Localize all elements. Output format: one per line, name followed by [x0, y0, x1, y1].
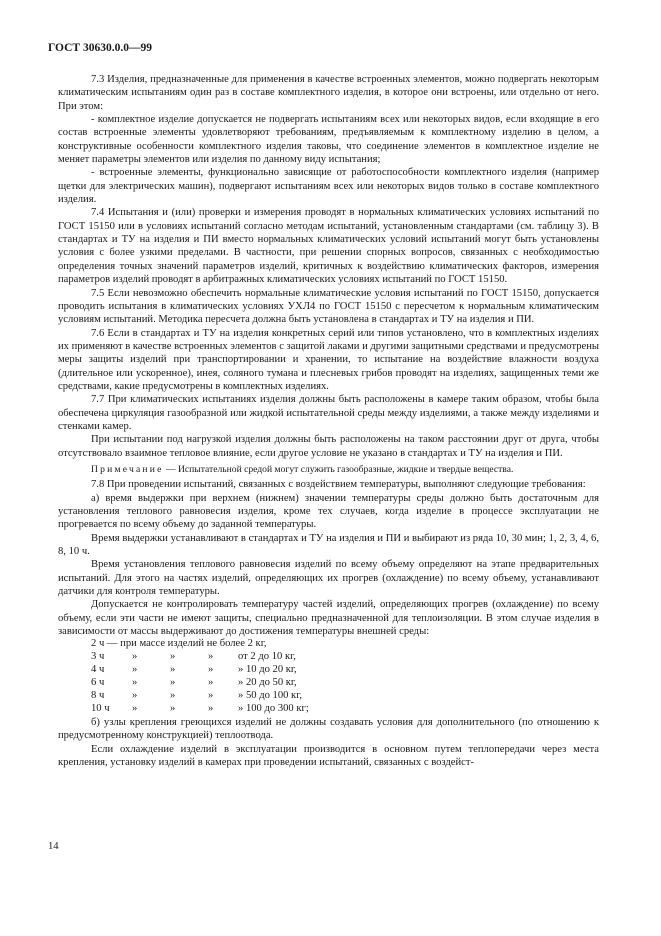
note	[58, 463, 599, 476]
mass-quote: »	[208, 677, 214, 689]
mass-quote: »	[132, 677, 138, 689]
mass-range: от 2 до 10 кг,	[238, 651, 296, 663]
paragraph-dash-1: - комплектное изделие допускается не подвергать испытаниям всех или некоторых видов, если входящие в его состав встроенные элементы удовлетворяют требованиям, предъявляемым к комплектному изделию в целом, а конструктивные особенности комплектного изделия таковы, что соединение элементов в комплектное изделие не меняет параметры элементов или изделия по данному виду испытания;	[58, 114, 599, 166]
mass-time: 6 ч	[91, 677, 105, 689]
paragraph-item-a: а) время выдержки при верхнем (нижнем) значении температуры среды должно быть достаточным для установления теплового равновесия изделия, кроме тех случаев, когда изделие в процессе эксплуатации не прогревается по всему объему до заданной температуры.	[58, 492, 599, 531]
mass-hold-table	[91, 638, 309, 715]
paragraph-7-6: 7.6 Если в стандартах и ТУ на изделия конкретных серий или типов установлено, что в комплектных изделиях их применяют в качестве встроенных элементов с защитой лаками и другими защитными средствами и предусмотрены меры защиты изделий при транспортировании и хранении, то испытание на воздействие влажности воздуха (длительное или ускоренное), инея, соляного тумана и плесневых грибов проводят на изделиях, защищенных теми же средствами, какие предусмотрены в комплектных изделиях.	[58, 327, 599, 392]
mass-row-first	[91, 638, 309, 651]
mass-quote: »	[132, 690, 138, 702]
mass-range: » 10 до 20 кг,	[238, 664, 297, 676]
mass-time: 8 ч	[91, 690, 105, 702]
mass-quote: »	[170, 664, 176, 676]
paragraph-cooling: Если охлаждение изделий в эксплуатации производится в основном путем теплопередачи через места крепления, установку изделий в камерах при проведении испытаний, связанных с воздейст-	[58, 743, 599, 768]
paragraph-7-3: 7.3 Изделия, предназначенные для применения в качестве встроенных элементов, можно подвергать некоторым климатическим испытаниям один раз в составе комплектного изделия, в которое они встроены, или отдельно от него. При этом:	[58, 74, 599, 112]
mass-quote: »	[170, 690, 176, 702]
mass-quote: »	[208, 664, 214, 676]
paragraph-load-test: При испытании под нагрузкой изделия должны быть расположены на таком расстоянии друг от друга, чтобы отсутствовало взаимное тепловое влияние, если другое условие не указано в стандартах и ТУ на изделия и ПИ.	[58, 434, 599, 459]
mass-row	[91, 677, 309, 690]
mass-quote: »	[132, 664, 138, 676]
mass-quote: »	[170, 677, 176, 689]
mass-range: » 20 до 50 кг,	[238, 677, 297, 689]
document-header: ГОСТ 30630.0.0—99	[48, 42, 152, 54]
mass-quote: »	[208, 690, 214, 702]
mass-row	[91, 664, 309, 677]
paragraph-hold-time: Время выдержки устанавливают в стандартах и ТУ на изделия и ПИ и выбирают из ряда 10, 30 мин; 1, 2, 3, 4, 6, 8, 10 ч.	[58, 532, 599, 558]
paragraph-dash-2: - встроенные элементы, функционально зависящие от работоспособности комплектного изделия (например щетки для электрических машин), подвергают испытаниям всех или некоторых видов только в составе комплектного изделия.	[58, 167, 599, 206]
mass-row	[91, 703, 309, 716]
mass-range: » 50 до 100 кг,	[238, 690, 303, 702]
document-body	[58, 73, 599, 769]
paragraph-equilibrium: Время установления теплового равновесия изделий по всему объему определяют на этапе предварительных испытаний. Для этого на частях изделий, определяющих их прогрев (охлаждение) по всему объему, устанавливают датчики для контроля температуры.	[58, 559, 599, 598]
mass-time: 3 ч	[91, 651, 105, 663]
paragraph-7-7: 7.7 При климатических испытаниях изделия должны быть расположены в камере таким образом, чтобы была обеспечена циркуляция газообразной или жидкой испытательной среды между изделиями, а также между изделиями и стенками камер.	[58, 394, 599, 432]
mass-quote: »	[132, 702, 138, 714]
mass-quote: »	[132, 651, 138, 663]
mass-time: 4 ч	[91, 664, 105, 676]
page-number: 14	[48, 841, 59, 852]
mass-quote: »	[170, 702, 176, 714]
paragraph-7-4: 7.4 Испытания и (или) проверки и измерения проводят в нормальных климатических условиях испытаний по ГОСТ 15150 или в условиях испытаний согласно методам испытаний, установленным стандартами (см. таблицу 3). В стандартах и ТУ на изделия и ПИ вместо нормальных климатических условий испытаний могут быть установлены условия с более узкими пределами. В частности, при решении спорных вопросов, связанных с необходимостью определения точных значений параметров изделий, критичных к воздействию климатических факторов, измерения параметров изделий проводят в арбитражных климатических условиях испытаний по ГОСТ 15150.	[58, 207, 599, 286]
paragraph-item-b: б) узлы крепления греющихся изделий не должны создавать условия для дополнительного (по отношению к предусмотренному конструкцией) теплоотвода.	[58, 716, 599, 742]
paragraph-7-5: 7.5 Если невозможно обеспечить нормальные климатические условия испытаний по ГОСТ 15150, допускается проводить испытания в климатических условиях УХЛ4 по ГОСТ 15150 с пересчетом к нормальным климатическим условиям испытаний. Методика пересчета должна быть установлена в стандартах и ТУ на изделия и ПИ.	[58, 287, 599, 326]
mass-range: » 100 до 300 кг;	[238, 702, 309, 714]
paragraph-7-8: 7.8 При проведении испытаний, связанных с воздействием температуры, выполняют следующие требования:	[91, 479, 586, 491]
mass-quote: »	[170, 651, 176, 663]
mass-row	[91, 690, 309, 703]
note-text: — Испытательной средой могут служить газообразные, жидкие и твердые вещества.	[163, 463, 514, 475]
mass-row-first-text: 2 ч — при массе изделий не более 2 кг,	[91, 638, 267, 650]
paragraph-no-control: Допускается не контролировать температуру частей изделий, определяющих прогрев (охлаждение) по всему объему, если эти части не имеют защиты, специально предназначенной для теплоизоляции. В этом случае изделия в зависимости от массы выдерживают до достижения температуры внешней среды:	[58, 599, 599, 638]
mass-time: 10 ч	[91, 702, 110, 714]
note-label: Примечание	[91, 463, 164, 475]
mass-quote: »	[208, 651, 214, 663]
mass-quote: »	[208, 702, 214, 714]
mass-row	[91, 651, 309, 664]
